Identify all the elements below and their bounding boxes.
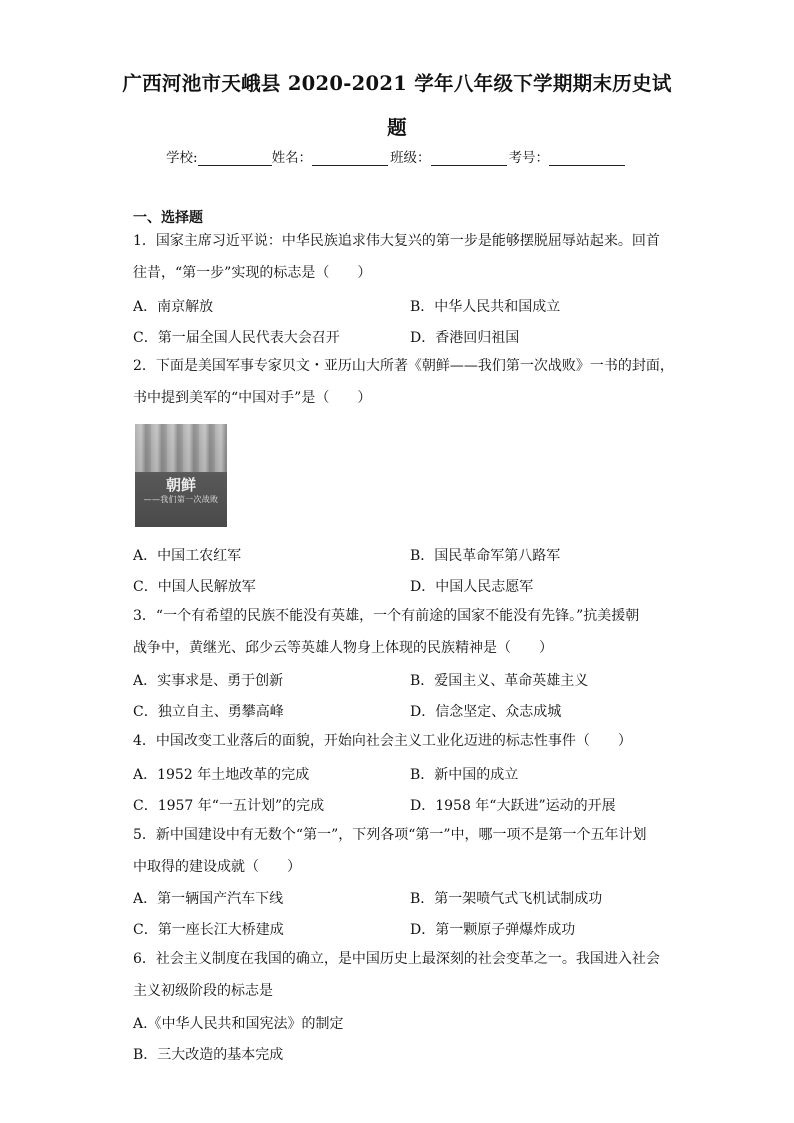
question-1-option-c[interactable]: C．第一届全国人民代表大会召开 — [133, 330, 340, 346]
school-blank[interactable] — [198, 151, 272, 166]
question-2-line-2: 书中提到美军的“中国对手”是（ ） — [133, 389, 372, 406]
exam-number-blank[interactable] — [549, 151, 625, 166]
question-4-line-1: 4．中国改变工业落后的面貌，开始向社会主义工业化迈进的标志性事件（ ） — [133, 733, 632, 749]
question-2-option-c[interactable]: C．中国人民解放军 — [133, 579, 256, 595]
question-1-stem — [133, 226, 673, 289]
question-1-option-b[interactable]: B．中华人民共和国成立 — [410, 299, 561, 315]
question-4-option-d[interactable]: D．1958 年“大跃进”运动的开展 — [410, 798, 616, 814]
question-6-stem — [133, 944, 673, 1007]
question-6-line-2: 主义初级阶段的标志是 — [133, 982, 273, 999]
question-5-option-d[interactable]: D．第一颗原子弹爆炸成功 — [410, 922, 576, 938]
exam-title-line2: 题 — [387, 116, 407, 139]
book-cover-title: 朝鲜 — [165, 476, 196, 494]
exam-title-line1: 广西河池市天峨县 2020-2021 学年八年级下学期期末历史试 — [122, 72, 672, 95]
question-1-line-1: 1．国家主席习近平说：中华民族追求伟大复兴的第一步是能够摆脱屈辱站起来。回首 — [133, 233, 660, 249]
question-5-stem — [133, 820, 673, 883]
question-2-option-a[interactable]: A．中国工农红军 — [133, 548, 242, 564]
question-3-option-c[interactable]: C．独立自主、勇攀高峰 — [133, 704, 284, 720]
question-5-option-b[interactable]: B．第一架喷气式飞机试制成功 — [410, 891, 603, 907]
question-3-option-d[interactable]: D．信念坚定、众志成城 — [410, 704, 562, 720]
book-cover-subtitle: ——我们第一次战败 — [143, 495, 219, 504]
question-1-option-d[interactable]: D．香港回归祖国 — [410, 330, 520, 346]
question-4-option-a[interactable]: A．1952 年土地改革的完成 — [133, 767, 310, 783]
question-6-line-1: 6．社会主义制度在我国的确立，是中国历史上最深刻的社会变革之一。我国进入社会 — [133, 951, 660, 967]
name-blank[interactable] — [312, 151, 388, 166]
class-label: 班级： — [390, 150, 431, 166]
section-heading: 一、选择题 — [133, 210, 203, 226]
school-label: 学校: — [166, 150, 198, 166]
question-5-line-2: 中取得的建设成就（ ） — [133, 858, 301, 875]
question-2-option-b[interactable]: B．国民革命军第八路军 — [410, 548, 561, 564]
name-label: 姓名： — [271, 150, 313, 166]
question-5-line-1: 5．新中国建设中有无数个“第一”，下列各项“第一”中，哪一项不是第一个五年计划 — [133, 827, 647, 843]
question-5-option-a[interactable]: A．第一辆国产汽车下线 — [133, 891, 284, 907]
question-1-option-a[interactable]: A．南京解放 — [133, 299, 214, 315]
question-6-option-b[interactable]: B．三大改造的基本完成 — [133, 1047, 284, 1063]
question-2-stem — [133, 351, 673, 414]
question-2-option-d[interactable]: D．中国人民志愿军 — [410, 579, 534, 595]
question-3-option-a[interactable]: A．实事求是、勇于创新 — [133, 673, 284, 689]
question-4-stem — [133, 726, 673, 758]
question-3-stem — [133, 601, 673, 664]
question-5-option-c[interactable]: C．第一座长江大桥建成 — [133, 922, 284, 938]
question-3-line-2: 战争中，黄继光、邱少云等英雄人物身上体现的民族精神是（ ） — [133, 639, 553, 656]
student-info-row — [166, 146, 625, 166]
question-4-option-b[interactable]: B．新中国的成立 — [410, 767, 519, 783]
question-1-line-2: 往昔，“第一步”实现的标志是（ ） — [133, 264, 372, 281]
question-3-option-b[interactable]: B．爱国主义、革命英雄主义 — [410, 673, 589, 689]
book-cover-photo — [135, 424, 227, 472]
question-4-option-c[interactable]: C．1957 年“一五计划”的完成 — [133, 798, 325, 814]
question-6-option-a[interactable]: A.《中华人民共和国宪法》的制定 — [133, 1016, 344, 1032]
exam-number-label: 考号： — [508, 150, 550, 166]
book-cover-image — [135, 424, 227, 527]
question-3-line-1: 3．“一个有希望的民族不能没有英雄，一个有前途的国家不能没有先锋。”抗美援朝 — [133, 608, 640, 624]
question-2-line-1: 2．下面是美国军事专家贝文・亚历山大所著《朝鲜——我们第一次战败》一书的封面， — [133, 358, 674, 374]
class-blank[interactable] — [431, 151, 507, 166]
